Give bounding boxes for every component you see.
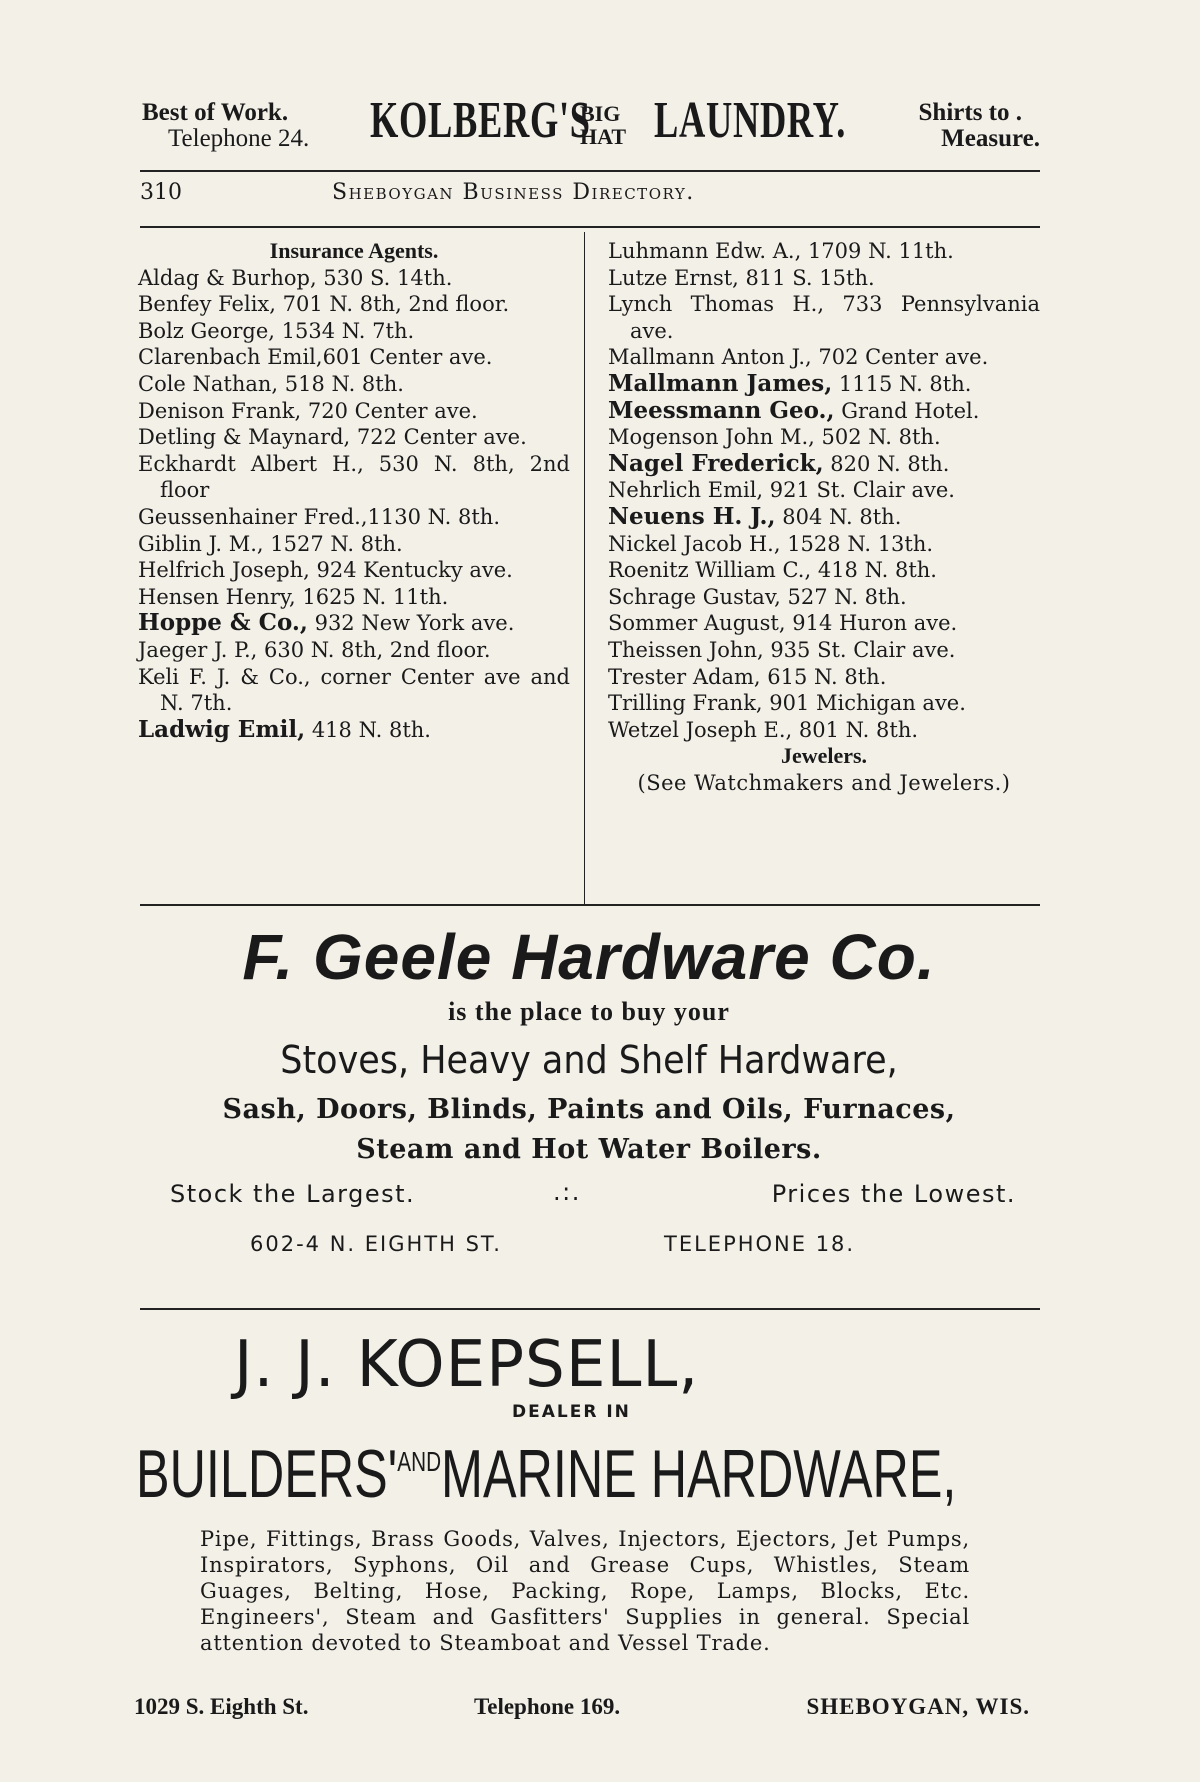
and-text: AND [397, 1446, 442, 1477]
koepsell-name: J. J. KOEPSELL, [234, 1328, 700, 1402]
geele-address-line [138, 1218, 1040, 1264]
listing-text: Trilling Frank, 901 Michigan ave. [608, 691, 966, 716]
list-item [138, 557, 570, 584]
list-item [138, 637, 570, 664]
section-heading-insurance-agents: Insurance Agents. [269, 238, 439, 263]
listing-text: Denison Frank, 720 Center ave. [138, 398, 478, 423]
listing-name-bold: Neuens H. J., [608, 502, 776, 530]
list-item [608, 717, 1040, 744]
separator-text: .:. [553, 1178, 581, 1206]
list-item [138, 504, 570, 531]
listing-text: Lutze Ernst, 811 S. 15th. [608, 265, 875, 290]
directory-title: Sheboygan Business Directory. [332, 180, 695, 205]
left-column [138, 238, 570, 743]
list-item [138, 531, 570, 558]
list-item [138, 584, 570, 611]
list-item [138, 664, 570, 717]
listing-text: Wetzel Joseph E., 801 N. 8th. [608, 717, 919, 742]
hat-text: HAT [580, 124, 627, 149]
listing-text: Lynch Thomas H., 733 Pennsylvania ave. [608, 292, 1040, 343]
shirts-to-text: Shirts to . [918, 99, 1022, 126]
listing-name-bold: Mallmann James, [608, 369, 833, 397]
listing-text: Keli F. J. & Co., corner Center ave and N. 7th. [138, 664, 570, 716]
listing-text: Grand Hotel. [834, 398, 980, 423]
koepsell-footer [134, 1694, 1040, 1724]
listing-text: Schrage Gustav, 527 N. 8th. [608, 584, 907, 609]
list-item [608, 504, 1040, 531]
list-item [608, 690, 1040, 717]
list-item [608, 238, 1040, 265]
listing-text: Bolz George, 1534 N. 7th. [138, 318, 415, 343]
listing-text: Theissen John, 935 St. Clair ave. [608, 637, 956, 662]
listing-text: Cole Nathan, 518 N. 8th. [138, 371, 404, 396]
listing-text: Luhmann Edw. A., 1709 N. 11th. [608, 239, 954, 263]
cross-reference-note: (See Watchmakers and Jewelers.) [637, 770, 1011, 795]
list-item [608, 451, 1040, 478]
listing-text: Eckhardt Albert H., 530 N. 8th, 2nd floor [138, 451, 570, 503]
listing-name-bold: Nagel Frederick, [608, 449, 824, 477]
title-rule [140, 226, 1040, 228]
list-item [138, 451, 570, 504]
listing-name-bold: Ladwig Emil, [138, 715, 306, 743]
listing-text: Geussenhainer Fred.,1130 N. 8th. [138, 504, 500, 529]
geele-address: 602-4 N. EIGHTH ST. [250, 1232, 502, 1256]
listing-text: 1115 N. 8th. [832, 371, 972, 396]
dealer-in-text: DEALER IN [512, 1402, 631, 1422]
list-item [608, 557, 1040, 584]
list-item [138, 344, 570, 371]
listing-name-bold: Meessmann Geo., [608, 396, 835, 424]
big-text: BIG [580, 101, 621, 126]
list-item [608, 477, 1040, 504]
kolbergs-name: KOLBERG'S [370, 92, 591, 149]
listing-text: Aldag & Burhop, 530 S. 14th. [138, 265, 453, 290]
list-item [608, 344, 1040, 371]
list-item [138, 610, 570, 637]
geele-stock-line [138, 1170, 1040, 1218]
koepsell-city: SHEBOYGAN, WIS. [806, 1694, 1030, 1719]
marine-hardware-text: MARINE HARDWARE, [441, 1436, 957, 1512]
geele-title: F. Geele Hardware Co. [242, 921, 936, 993]
listing-text: 804 N. 8th. [775, 504, 902, 529]
kolberg-laundry-header [138, 92, 1040, 152]
geele-sash-line-2: Steam and Hot Water Boilers. [356, 1134, 822, 1165]
list-item [608, 637, 1040, 664]
telephone-text: Telephone 24. [168, 125, 310, 152]
column-divider [584, 232, 585, 904]
list-item [608, 584, 1040, 611]
list-item [608, 424, 1040, 451]
list-item [138, 717, 570, 744]
geele-products-line: Stoves, Heavy and Shelf Hardware, [280, 1038, 898, 1082]
builders-marine-hardware-title [136, 1422, 957, 1514]
listing-text: 418 N. 8th. [305, 717, 431, 742]
laundry-title: LAUNDRY. [654, 92, 847, 149]
listing-text: Giblin J. M., 1527 N. 8th. [138, 531, 403, 556]
list-item [608, 398, 1040, 425]
listing-text: Roenitz William C., 418 N. 8th. [608, 558, 937, 583]
list-item [608, 664, 1040, 691]
listing-name-bold: Hoppe & Co., [138, 609, 308, 637]
koepsell-address: 1029 S. Eighth St. [134, 1694, 309, 1719]
listing-text: Nehrlich Emil, 921 St. Clair ave. [608, 478, 955, 503]
list-item [138, 318, 570, 345]
right-column [608, 238, 1040, 796]
stock-largest-text: Stock the Largest. [170, 1180, 416, 1208]
listing-text: Clarenbach Emil,601 Center ave. [138, 345, 493, 370]
header-rule [140, 170, 1040, 172]
section-heading-jewelers: Jewelers. [780, 743, 868, 769]
listing-text: Nickel Jacob H., 1528 N. 13th. [608, 531, 934, 556]
ad-rule-top [140, 904, 1040, 906]
page-number: 310 [140, 180, 182, 205]
list-item [608, 265, 1040, 292]
listing-text: Benfey Felix, 701 N. 8th, 2nd floor. [138, 292, 510, 317]
list-item [138, 398, 570, 425]
list-item [608, 531, 1040, 558]
listing-text: Detling & Maynard, 722 Center ave. [138, 425, 527, 450]
listing-text: Mogenson John M., 502 N. 8th. [608, 425, 941, 450]
listing-text: Mallmann Anton J., 702 Center ave. [608, 345, 989, 370]
list-item [608, 610, 1040, 637]
listing-text: Helfrich Joseph, 924 Kentucky ave. [138, 558, 513, 583]
prices-lowest-text: Prices the Lowest. [771, 1180, 1016, 1208]
big-hat-text [580, 102, 626, 148]
header-right-text [919, 100, 1040, 152]
geele-hardware-ad [138, 920, 1040, 1264]
best-of-work-text: Best of Work. [142, 99, 289, 126]
builders-text: BUILDERS' [136, 1436, 398, 1512]
list-item [138, 291, 570, 318]
listing-text: Jaeger J. P., 630 N. 8th, 2nd floor. [138, 637, 491, 662]
listing-text: Hensen Henry, 1625 N. 11th. [138, 584, 449, 609]
list-item [138, 424, 570, 451]
listing-text: Trester Adam, 615 N. 8th. [608, 664, 887, 689]
geele-subtitle: is the place to buy your [448, 997, 730, 1026]
geele-sash-line-1: Sash, Doors, Blinds, Paints and Oils, Furnaces, [222, 1094, 956, 1125]
geele-telephone: TELEPHONE 18. [664, 1232, 856, 1256]
ad-rule-middle [140, 1308, 1040, 1310]
measure-text: Measure. [941, 125, 1040, 152]
list-item [608, 371, 1040, 398]
list-item [608, 291, 1040, 344]
page-title-line [140, 180, 1040, 210]
koepsell-product-list: Pipe, Fittings, Brass Goods, Valves, Injectors, Ejectors, Jet Pumps, Inspirators, Syphons, Oil and Grease Cups, Whistles, Steam Guages, Belting, Hose, Packing, Rope, Lamps, Blocks, Etc. Engineers', Steam and Gasfitters' Supplies in general. Special attention devoted to Steamboat and Vessel Trade. [200, 1527, 970, 1655]
listing-text: 820 N. 8th. [823, 451, 950, 476]
list-item [138, 265, 570, 292]
header-left-text [142, 100, 309, 152]
listing-text: Sommer August, 914 Huron ave. [608, 611, 958, 636]
listing-text: 932 New York ave. [307, 611, 515, 636]
list-item [138, 371, 570, 398]
koepsell-telephone: Telephone 169. [474, 1694, 621, 1719]
